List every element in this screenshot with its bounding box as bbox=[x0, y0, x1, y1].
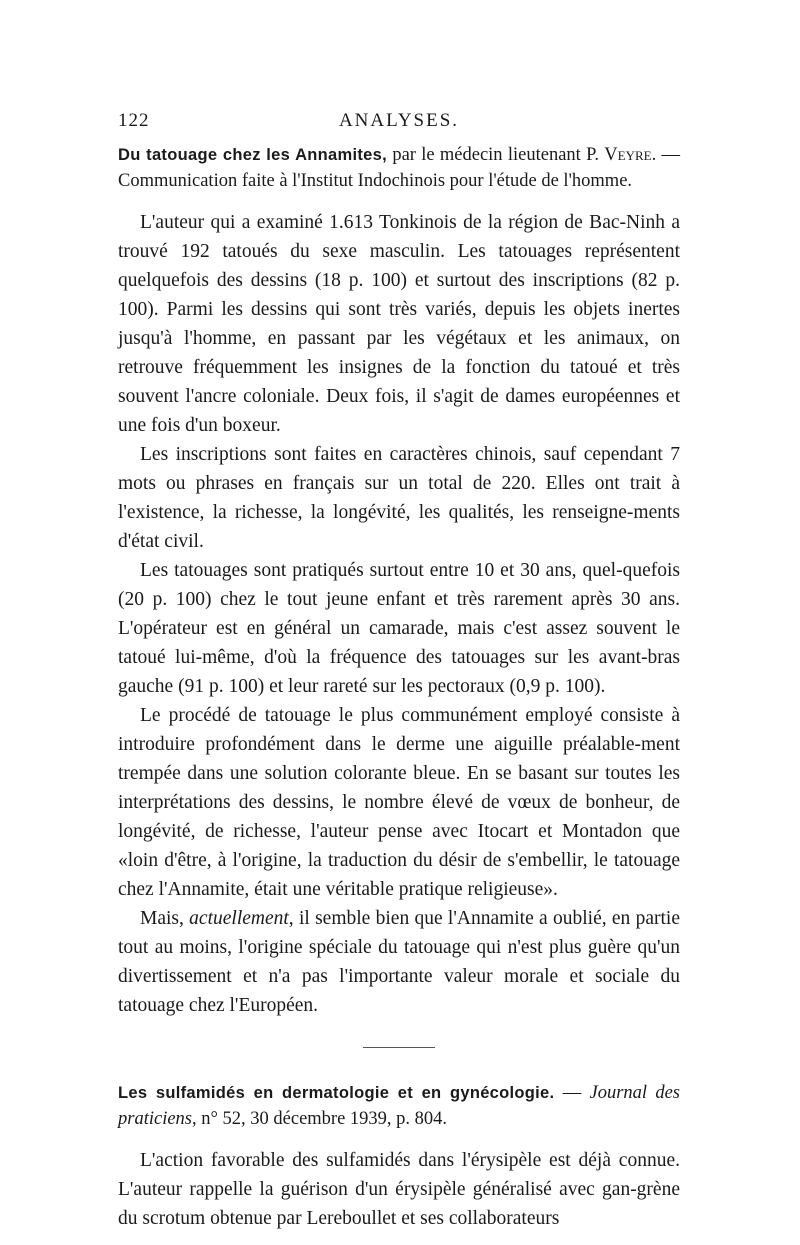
entry2-heading bbox=[118, 1080, 680, 1132]
entry1-author: Veyre bbox=[604, 145, 652, 165]
section-divider bbox=[363, 1047, 435, 1048]
entry1-source: . — Communication faite à l'Institut Indochinois pour l'étude de l'homme. bbox=[118, 145, 680, 191]
page-number: 122 bbox=[118, 110, 150, 131]
entry1-paragraph-2: Les inscriptions sont faites en caractères chinois, sauf cependant 7 mots ou phrases en français sur un total de 220. Elles ont trait à l'existence, la richesse, la longévité, les qualités, les renseigne-ments d'état civil. bbox=[118, 444, 680, 552]
entry2-body bbox=[118, 1146, 680, 1233]
entry1-body bbox=[118, 208, 680, 1020]
entry1-paragraph-3: Les tatouages sont pratiqués surtout entre 10 et 30 ans, quel-quefois (20 p. 100) chez le tout jeune enfant et très rarement après 30 ans. L'opérateur est en général un camarade, mais c'est assez souvent le tatoué lui-même, d'où la fréquence des tatouages sur les avant-bras gauche (91 p. 100) et leur rareté sur les pectoraux (0,9 p. 100). bbox=[118, 560, 680, 697]
entry2-paragraph-1: L'action favorable des sulfamidés dans l'érysipèle est déjà connue. L'auteur rappelle la guérison d'un érysipèle généralisé avec gan-grène du scrotum obtenue par Lereboullet et ses collaborateurs bbox=[118, 1150, 680, 1229]
section-title: ANALYSES. bbox=[338, 110, 460, 131]
entry1-paragraph-5-emphasis: actuellement bbox=[189, 908, 289, 929]
entry1-paragraph-5-rest: , il semble bien que l'Annamite a oublié, en partie tout au moins, l'origine spéciale du tatouage qui n'est plus guère qu'un divertissement et n'a pas l'importante valeur morale et sociale du tatouage chez l'Européen. bbox=[118, 908, 680, 1016]
running-head bbox=[118, 110, 680, 142]
entry1-paragraph-5-start: Mais, bbox=[140, 908, 190, 929]
entry1-byline: par le médecin lieutenant P. bbox=[387, 145, 605, 165]
entry1-title: Du tatouage chez les Annamites, bbox=[118, 146, 388, 164]
entry1-paragraph-1: L'auteur qui a examiné 1.613 Tonkinois de la région de Bac-Ninh a trouvé 192 tatoués du sexe masculin. Les tatouages représentent quelquefois des dessins (18 p. 100) et surtout des inscriptions (82 p. 100). Parmi les dessins qui sont très variés, depuis les objets inertes jusqu'à l'homme, en passant par les végétaux et les animaux, on retrouve fréquemment les insignes de la fonction du tatoué et très souvent l'ancre coloniale. Deux fois, il s'agit de dames européennes et une fois d'un boxeur. bbox=[118, 212, 680, 436]
entry1-paragraph-4: Le procédé de tatouage le plus communément employé consiste à introduire profondément dans le derme une aiguille préalable-ment trempée dans une solution colorante bleue. En se basant sur toutes les interprétations des dessins, le nombre élevé de vœux de bonheur, de longévité, de richesse, l'auteur pense avec Itocart et Montadon que «loin d'être, à l'origine, la traduction du désir de s'embellir, le tatouage chez l'Annamite, était une véritable pratique religieuse». bbox=[118, 705, 680, 900]
entry2-title: Les sulfamidés en dermatologie et en gynécologie. bbox=[118, 1084, 555, 1102]
entry1-paragraph-5 bbox=[118, 904, 680, 1020]
entry2-journal: Journal des praticiens bbox=[118, 1083, 680, 1129]
document-page bbox=[118, 110, 680, 1233]
entry2-citation: , n° 52, 30 décembre 1939, p. 804. bbox=[192, 1109, 448, 1129]
entry1-heading bbox=[118, 142, 680, 194]
entry2-dash: — bbox=[554, 1083, 590, 1103]
